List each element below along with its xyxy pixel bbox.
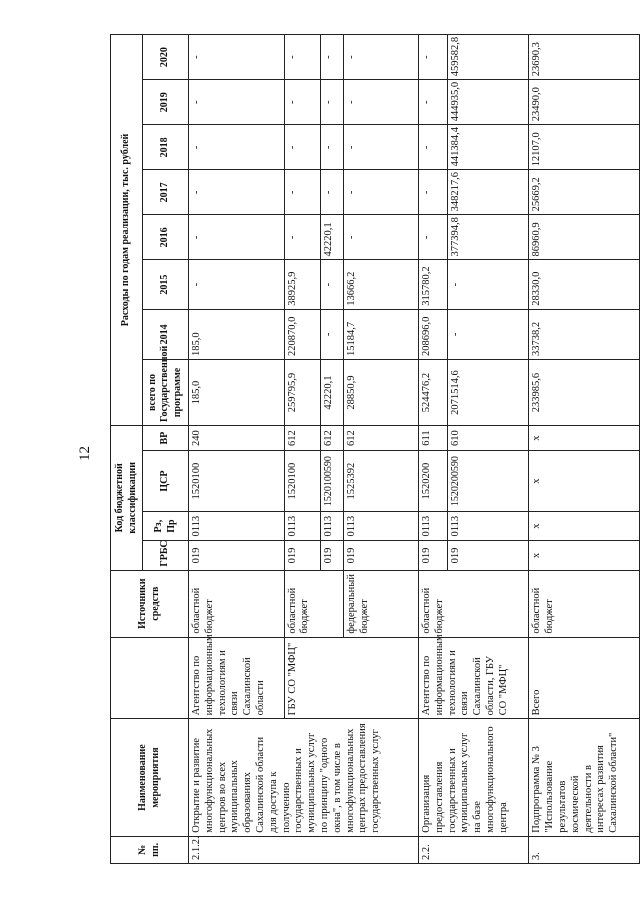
cell-2014: 208696,0 <box>419 309 448 359</box>
cell-2017: 348217,6 <box>447 170 529 215</box>
row-source: областной бюджет <box>189 570 285 637</box>
cell-2014: 185,0 <box>189 309 285 359</box>
cell-rz: 0113 <box>447 511 529 540</box>
header-year-2016: 2016 <box>143 215 189 260</box>
cell-2017: - <box>284 170 320 215</box>
cell-grbs: 019 <box>284 541 320 570</box>
cell-2017: - <box>344 170 419 215</box>
row-name: Подпрограмма № 3 "Использование результатов космической деятельности в интересах развития Сахалинской области" <box>529 719 640 836</box>
cell-total: 524476,2 <box>419 359 448 425</box>
cell-2019: 444935,0 <box>447 80 529 125</box>
row-name: Организация предоставления государственных и муниципальных услуг на базе многофункционального центра <box>419 719 529 836</box>
cell-vr: 240 <box>189 426 285 451</box>
cell-2019: - <box>320 80 343 125</box>
cell-2015: 28330,0 <box>529 260 640 309</box>
cell-2018: - <box>189 125 285 170</box>
header-year-2014: 2014 <box>143 309 189 359</box>
cell-rz: 0113 <box>284 511 320 540</box>
cell-2015: 315780,2 <box>419 260 448 309</box>
row-executor: Агентство по информационным технологиям и связи Сахалинской области, ГБУ СО "МФЦ" <box>419 637 529 719</box>
cell-rz: х <box>529 511 640 540</box>
header-csr: ЦСР <box>143 451 189 512</box>
cell-2020: - <box>344 35 419 80</box>
header-year-2019: 2019 <box>143 80 189 125</box>
cell-csr: 1520100590 <box>320 451 343 512</box>
cell-csr: 1520100 <box>189 451 285 512</box>
row-source: областной бюджет <box>419 570 529 637</box>
cell-2015: 38925,9 <box>284 260 320 309</box>
cell-total: 233985,6 <box>529 359 640 425</box>
cell-total: 2071514,6 <box>447 359 529 425</box>
table-row <box>529 35 640 864</box>
cell-total: 28850,9 <box>344 359 419 425</box>
row-num: 3. <box>529 836 640 863</box>
cell-2014: - <box>320 309 343 359</box>
cell-2015: - <box>189 260 285 309</box>
cell-vr: 610 <box>447 426 529 451</box>
row-source: областной бюджет <box>284 570 344 637</box>
rotated-table-container <box>110 34 640 864</box>
cell-2016: 86960,9 <box>529 215 640 260</box>
page-number: 12 <box>77 446 93 461</box>
cell-2020: - <box>419 35 448 80</box>
cell-rz: 0113 <box>320 511 343 540</box>
cell-rz: 0113 <box>344 511 419 540</box>
cell-vr: 612 <box>284 426 320 451</box>
row-executor: Всего <box>529 637 640 719</box>
cell-2017: - <box>320 170 343 215</box>
cell-2016: - <box>344 215 419 260</box>
cell-2020: 459582,8 <box>447 35 529 80</box>
row-executor: Агентство по информационным технологиям и связи Сахалинской области <box>189 637 285 719</box>
cell-2014: 33738,2 <box>529 309 640 359</box>
header-year-2017: 2017 <box>143 170 189 215</box>
cell-vr: 611 <box>419 426 448 451</box>
header-year-2015: 2015 <box>143 260 189 309</box>
cell-2018: - <box>419 125 448 170</box>
header-name: Наименование мероприятия <box>111 719 189 836</box>
cell-2015: - <box>320 260 343 309</box>
row-source: федеральный бюджет <box>344 570 419 637</box>
cell-2019: - <box>419 80 448 125</box>
cell-grbs: 019 <box>447 541 529 570</box>
cell-2019: 23490,0 <box>529 80 640 125</box>
row-num: 2.1.2. <box>189 836 419 863</box>
row-executor: ГБУ СО "МФЦ" <box>284 637 419 719</box>
cell-2017: 25669,2 <box>529 170 640 215</box>
cell-2018: 441384,4 <box>447 125 529 170</box>
header-sources: Источники средств <box>111 570 189 637</box>
cell-vr: 612 <box>320 426 343 451</box>
cell-2016: 377394,8 <box>447 215 529 260</box>
cell-total: 259795,9 <box>284 359 320 425</box>
cell-grbs: х <box>529 541 640 570</box>
cell-2015: 13666,2 <box>344 260 419 309</box>
cell-2017: - <box>419 170 448 215</box>
cell-grbs: 019 <box>344 541 419 570</box>
cell-2018: - <box>284 125 320 170</box>
cell-csr: 1520200590 <box>447 451 529 512</box>
cell-2019: - <box>189 80 285 125</box>
header-expenses-group: Расходы по годам реализации, тыс. рублей <box>111 35 143 426</box>
row-num: 2.2. <box>419 836 529 863</box>
header-num: № пп. <box>111 836 189 863</box>
cell-2015: - <box>447 260 529 309</box>
cell-vr: х <box>529 426 640 451</box>
cell-2014: 220870,0 <box>284 309 320 359</box>
cell-rz: 0113 <box>419 511 448 540</box>
cell-2016: - <box>189 215 285 260</box>
budget-table <box>110 34 640 864</box>
cell-grbs: 019 <box>189 541 285 570</box>
cell-2020: - <box>320 35 343 80</box>
cell-csr: х <box>529 451 640 512</box>
header-vr: ВР <box>143 426 189 451</box>
cell-grbs: 019 <box>320 541 343 570</box>
cell-total: 185,0 <box>189 359 285 425</box>
cell-2014: 15184,7 <box>344 309 419 359</box>
header-code-group: Код бюджетной классификации <box>111 426 143 571</box>
cell-total: 42220,1 <box>320 359 343 425</box>
cell-2019: - <box>284 80 320 125</box>
cell-2020: - <box>284 35 320 80</box>
header-year-2020: 2020 <box>143 35 189 80</box>
cell-2019: - <box>344 80 419 125</box>
header-year-2018: 2018 <box>143 125 189 170</box>
cell-vr: 612 <box>344 426 419 451</box>
cell-2020: 23690,3 <box>529 35 640 80</box>
cell-2018: - <box>344 125 419 170</box>
cell-2014: - <box>447 309 529 359</box>
cell-2018: 12107,0 <box>529 125 640 170</box>
cell-csr: 1525392 <box>344 451 419 512</box>
table-row <box>419 35 448 864</box>
row-name: Открытие и развитие многофункциональных центров во всех муниципальных образованиях Сахалинской области для доступа к получению государственных и муниципальных услуг по принципу "одного окна", в том числе в многофункциональных центрах предоставления государственных услуг <box>189 719 419 836</box>
cell-csr: 1520100 <box>284 451 320 512</box>
cell-2018: - <box>320 125 343 170</box>
cell-2016: 42220,1 <box>320 215 343 260</box>
cell-rz: 0113 <box>189 511 285 540</box>
cell-2016: - <box>284 215 320 260</box>
header-grbs: ГРБС <box>143 541 189 570</box>
header-executor <box>111 637 189 719</box>
cell-2020: - <box>189 35 285 80</box>
cell-2017: - <box>189 170 285 215</box>
row-source: областной бюджет <box>529 570 640 637</box>
header-total: всего по Государственной программе <box>143 359 189 425</box>
cell-csr: 1520200 <box>419 451 448 512</box>
cell-2016: - <box>419 215 448 260</box>
header-rz: Рз, Пр <box>143 511 189 540</box>
cell-grbs: 019 <box>419 541 448 570</box>
table-row <box>189 35 285 864</box>
